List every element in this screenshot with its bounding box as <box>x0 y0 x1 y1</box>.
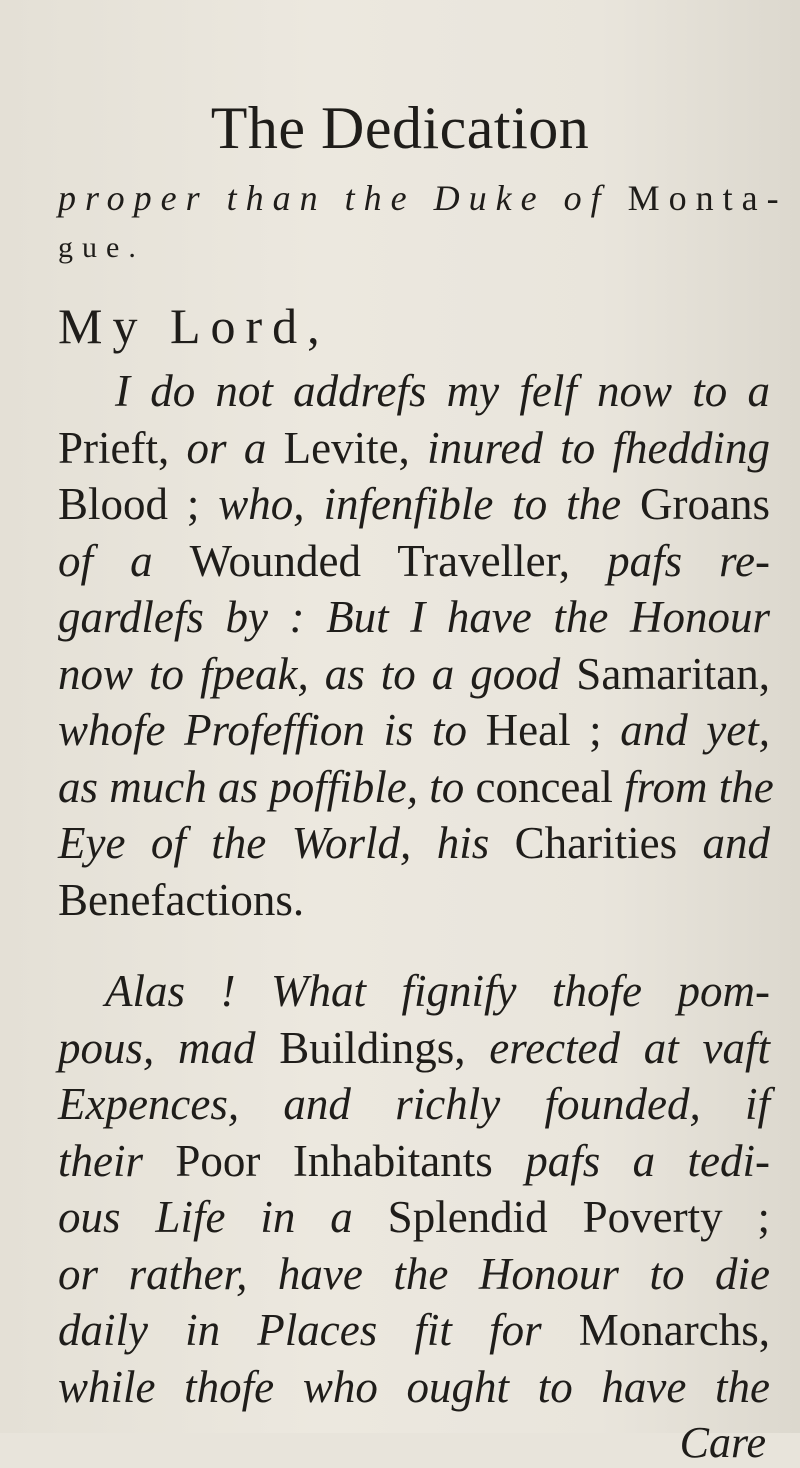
text-run: as much as poffible, to <box>58 761 476 812</box>
text-run: who, infenfible to the <box>218 479 641 529</box>
text-run: Expences, and richly founded, if <box>58 1079 770 1129</box>
text-line <box>115 365 770 417</box>
text-run: pafs re- <box>607 535 770 586</box>
text-line <box>58 1248 770 1300</box>
catchword: Care <box>679 1418 766 1467</box>
text-run: I do not addrefs my felf now to a <box>115 366 770 416</box>
text-run: proper than the Duke of <box>58 178 628 218</box>
text-run: Poor Inhabitants <box>175 1135 526 1186</box>
text-run: daily in Places fit for <box>58 1305 579 1355</box>
text-run: Monarchs, <box>578 1305 770 1355</box>
text-run: of a <box>58 535 190 586</box>
salutation <box>58 300 770 352</box>
text-run: Benefactions. <box>58 874 305 925</box>
text-run: or rather, have the Honour to die <box>58 1248 770 1299</box>
text-run: inured to fhedding <box>427 422 770 473</box>
text-run: Levite, <box>283 422 428 473</box>
text-run: their <box>58 1135 176 1186</box>
text-line <box>58 478 770 530</box>
text-line <box>58 591 770 643</box>
text-line <box>58 1191 770 1243</box>
text-run: Heal ; <box>485 705 621 755</box>
text-run: now to fpeak, as to a good <box>58 648 577 699</box>
text-line <box>58 1361 770 1413</box>
text-line <box>58 172 788 224</box>
text-run: or a <box>186 422 284 473</box>
text-line <box>58 535 770 587</box>
text-run: Blood ; <box>58 479 219 529</box>
text-run: My Lord, <box>58 298 330 354</box>
text-line <box>58 1022 770 1074</box>
text-run: Charities <box>514 818 703 868</box>
text-run: conceal <box>475 761 625 812</box>
text-run: erected at vaft <box>489 1022 770 1073</box>
text-run: whofe Profeffion is to <box>58 705 486 755</box>
text-run: Monta- <box>627 178 788 218</box>
text-run: and <box>702 818 771 868</box>
text-line <box>58 422 770 474</box>
text-run: Eye of the World, his <box>58 818 515 868</box>
text-run: and yet, <box>620 705 771 755</box>
text-run: gardlefs by : But I have the Honour <box>58 592 770 642</box>
text-line <box>58 1078 770 1130</box>
text-run: Buildings, <box>279 1022 490 1073</box>
text-run: ous Life in a <box>58 1192 388 1242</box>
page-heading: The Dedication <box>210 95 590 161</box>
text-run: from the <box>624 761 774 812</box>
text-run: Wounded Traveller, <box>189 535 608 586</box>
text-line <box>58 761 774 813</box>
text-run: pafs a tedi- <box>525 1135 770 1186</box>
text-line <box>58 874 770 926</box>
text-line <box>58 1304 770 1356</box>
text-line <box>58 1135 770 1187</box>
text-line <box>58 704 770 756</box>
text-line <box>58 222 770 274</box>
text-run: Splendid Poverty ; <box>387 1192 770 1242</box>
text-line <box>58 817 770 869</box>
text-line <box>58 648 770 700</box>
text-run: Alas ! What fignify thofe pom- <box>105 966 770 1016</box>
text-run: Samaritan, <box>576 648 770 699</box>
text-run: Groans <box>640 479 770 529</box>
text-run: Prieft, <box>58 422 187 473</box>
text-run: pous, mad <box>58 1022 280 1073</box>
text-run: gue. <box>58 231 145 264</box>
text-line <box>105 965 770 1017</box>
text-run: while thofe who ought to have the <box>58 1361 770 1412</box>
